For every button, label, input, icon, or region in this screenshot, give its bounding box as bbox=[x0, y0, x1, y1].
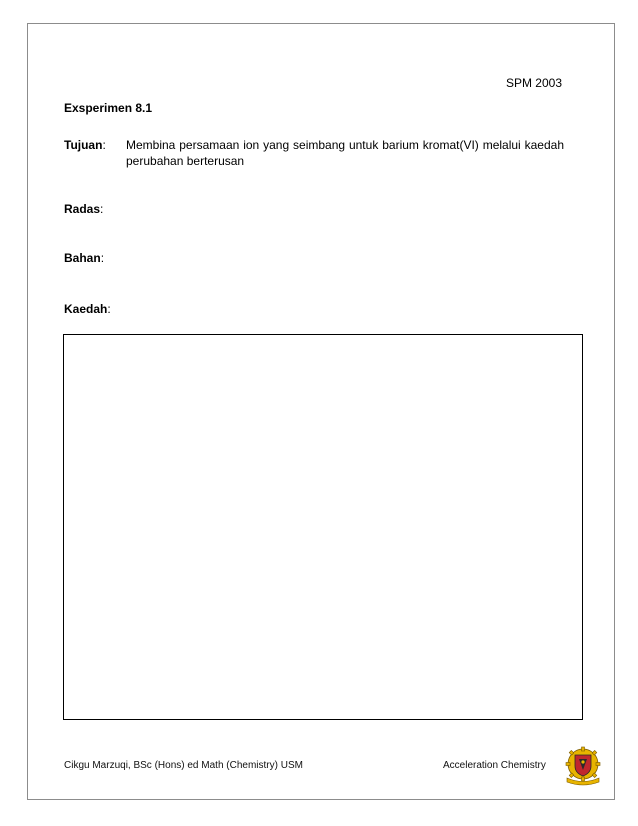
method-answer-box[interactable] bbox=[63, 334, 583, 720]
method-label: Kaedah bbox=[64, 302, 108, 316]
apparatus-label: Radas bbox=[64, 202, 101, 216]
aim-row bbox=[64, 137, 564, 169]
aim-label-wrap bbox=[64, 137, 126, 169]
aim-text: Membina persamaan ion yang seimbang untuk barium kromat(VI) melalui kaedah perubahan berterusan bbox=[126, 138, 564, 168]
apparatus-colon: : bbox=[100, 202, 104, 216]
materials-colon: : bbox=[100, 251, 105, 265]
aim-label: Tujuan bbox=[64, 138, 103, 152]
materials-label: Bahan bbox=[64, 251, 101, 265]
crest-dot bbox=[581, 760, 584, 763]
exam-reference: SPM 2003 bbox=[505, 76, 562, 90]
footer-series: Acceleration Chemistry bbox=[443, 760, 546, 771]
aim-colon: : bbox=[102, 138, 106, 152]
method-row bbox=[64, 301, 111, 317]
materials-row bbox=[64, 250, 104, 266]
school-crest-icon bbox=[562, 745, 604, 787]
experiment-title: Exsperimen 8.1 bbox=[64, 101, 153, 115]
apparatus-row bbox=[64, 201, 103, 217]
footer-author: Cikgu Marzuqi, BSc (Hons) ed Math (Chemistry) USM bbox=[64, 760, 303, 771]
method-colon: : bbox=[107, 302, 111, 316]
